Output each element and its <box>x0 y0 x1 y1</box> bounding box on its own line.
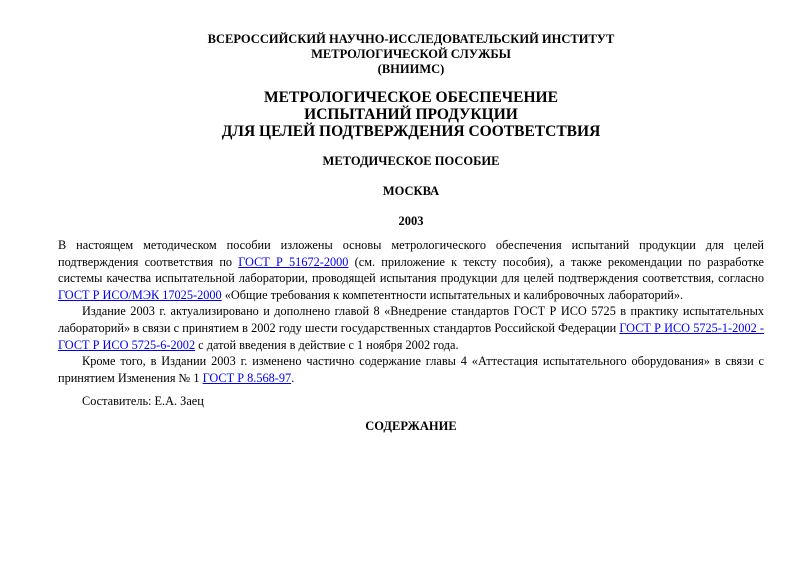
paragraph-1-text-3: «Общие требования к компетентности испытательных и калибровочных лабораторий». <box>221 287 684 302</box>
paragraph-1 <box>58 237 764 303</box>
title-line-3: ДЛЯ ЦЕЛЕЙ ПОДТВЕРЖДЕНИЯ СООТВЕТСТВИЯ <box>221 123 601 140</box>
gost-5725-6-link[interactable]: ГОСТ Р ИСО 5725-6-2002 <box>58 337 196 352</box>
gost-5725-1-link[interactable]: ГОСТ Р ИСО 5725-1-2002 - <box>619 320 764 335</box>
intro-text <box>58 237 764 386</box>
paragraph-3-text-2: . <box>291 370 295 385</box>
document-title <box>58 89 764 140</box>
city-label: МОСКВА <box>382 184 440 198</box>
document-page <box>58 32 764 434</box>
institute-header <box>58 32 764 77</box>
title-line-1: МЕТРОЛОГИЧЕСКОЕ ОБЕСПЕЧЕНИЕ <box>264 89 558 106</box>
institute-line-1: ВСЕРОССИЙСКИЙ НАУЧНО-ИССЛЕДОВАТЕЛЬСКИЙ ИНСТИТУТ <box>207 32 615 46</box>
paragraph-1-text-2: (см. приложение к тексту пособия), а также рекомендации по разработке системы качества испытательной лаборатории, проводящей испытания продукции для целей подтверждения соответствия, согласно <box>58 254 765 286</box>
method-label: МЕТОДИЧЕСКОЕ ПОСОБИЕ <box>322 154 500 168</box>
institute-line-2: МЕТРОЛОГИЧЕСКОЙ СЛУЖБЫ <box>311 47 511 61</box>
paragraph-3 <box>58 353 764 386</box>
gost-17025-link[interactable]: ГОСТ Р ИСО/МЭК 17025-2000 <box>58 287 222 302</box>
title-line-2: ИСПЫТАНИЙ ПРОДУКЦИИ <box>304 106 518 123</box>
year-label: 2003 <box>398 214 424 228</box>
contents-heading: СОДЕРЖАНИЕ <box>365 419 457 434</box>
institute-line-3: (ВНИИМС) <box>377 62 445 76</box>
paragraph-2-text-3: с датой введения в действие с 1 ноября 2002 года. <box>195 337 459 352</box>
gost-51672-link[interactable]: ГОСТ Р 51672-2000 <box>238 254 349 269</box>
paragraph-3-text-1: Кроме того, в Издании 2003 г. изменено частично содержание главы 4 «Аттестация испытательного оборудования» в связи с принятием Изменения № 1 <box>58 354 764 385</box>
paragraph-1-text-1: В настоящем методическом пособии изложены основы метрологического обеспечения испытаний продукции для целей подтверждения соответствия по <box>58 238 764 269</box>
paragraph-2-text-1: Издание 2003 г. актуализировано и дополнено главой 8 «Внедрение стандартов ГОСТ Р ИСО 5725 в практику испытательных лабораторий» в связи с принятием в 2002 году шести государственных стандартов Российской Федерации <box>58 304 764 335</box>
compiler-line: Составитель: Е.А. Заец <box>82 394 204 409</box>
gost-8568-link[interactable]: ГОСТ Р 8.568-97 <box>202 370 292 385</box>
paragraph-2 <box>58 303 764 353</box>
